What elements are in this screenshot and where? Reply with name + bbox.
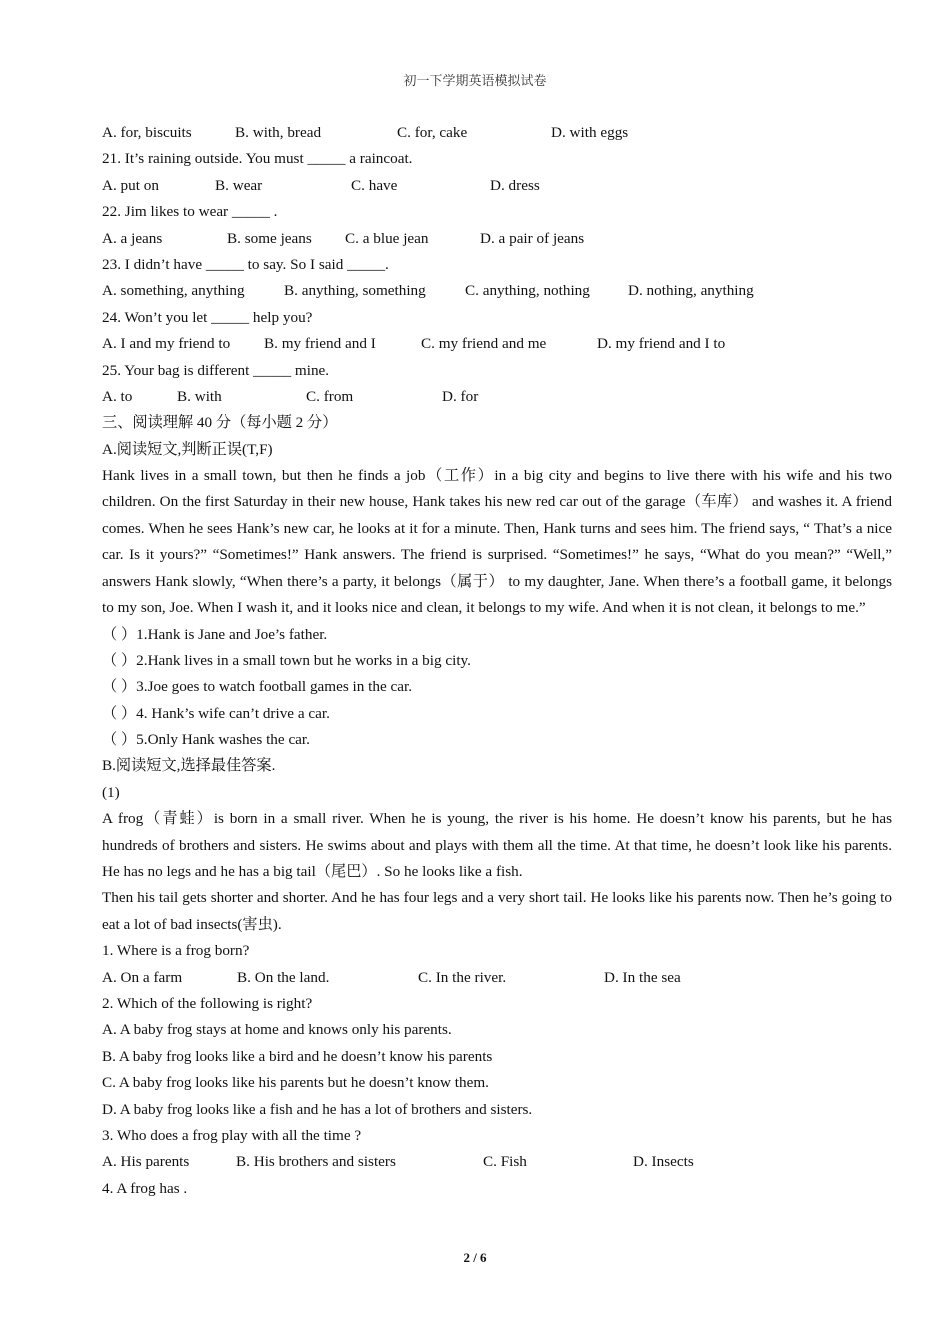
- q23-option-c: C. anything, nothing: [465, 282, 590, 300]
- partB-q3-option-c: C. Fish: [483, 1153, 527, 1171]
- q22-option-c: C. a blue jean: [345, 229, 429, 247]
- q21-stem: 21. It’s raining outside. You must _____ a raincoat.: [102, 150, 413, 168]
- partA-passage: [102, 463, 892, 621]
- q21-option-d: D. dress: [490, 176, 540, 194]
- q21-option-b: B. wear: [215, 176, 263, 194]
- q25-options: [102, 384, 892, 410]
- partA-passage-text: Hank lives in a small town, but then he finds a job（工作）in a big city and begins to live there with his wife and his two children. On the first Saturday in their new house, Hank takes his new red car out of the garage（车库） and washes it. A friend comes. When he sees Hank’s new car, he looks at it for a minute. Then, Hank turns and sees him. The friend says, “ That’s a nice car. Is it yours?” “Sometimes!” Hank answers. The friend is surprised. “Sometimes!” he says, “What do you mean?” “Well,” answers Hank slowly, “When there’s a party, it belongs（属于） to my daughter, Jane. When there’s a football game, it belongs to my son, Joe. When I wash it, and it looks nice and clean, it belongs to my wife. And when it is not clean, it belongs to me.”: [102, 467, 892, 617]
- q22-option-b: B. some jeans: [227, 229, 312, 247]
- q24-stem: 24. Won’t you let _____ help you?: [102, 308, 313, 326]
- partB-q2-option-b: B. A baby frog looks like a bird and he doesn’t know his parents: [102, 1047, 493, 1065]
- q25-option-d: D. for: [442, 387, 479, 405]
- partB-q2-stem: 2. Which of the following is right?: [102, 995, 313, 1013]
- partB-title: B.阅读短文,选择最佳答案.: [102, 757, 276, 775]
- partA-statement-4: （ ）4. Hank’s wife can’t drive a car.: [102, 704, 330, 722]
- partA-statement-2: （ ）2.Hank lives in a small town but he works in a big city.: [102, 651, 471, 669]
- partB-q1-option-d: D. In the sea: [604, 968, 681, 986]
- q24-option-b: B. my friend and I: [264, 335, 376, 353]
- q23-stem: 23. I didn’t have _____ to say. So I said _____.: [102, 255, 389, 273]
- page-number: 2 / 6: [463, 1250, 487, 1265]
- q25-option-a: A. to: [102, 387, 133, 405]
- q25-stem: 25. Your bag is different _____ mine.: [102, 361, 330, 379]
- q23-option-a: A. something, anything: [102, 282, 245, 300]
- partB-sub: (1): [102, 783, 120, 801]
- q20-option-a: A. for, biscuits: [102, 124, 192, 141]
- q22-stem: 22. Jim likes to wear _____ .: [102, 203, 278, 221]
- partB-q3-option-d: D. Insects: [633, 1153, 694, 1171]
- q20-option-c: C. for, cake: [397, 124, 468, 141]
- partB-q3-options: [102, 1149, 892, 1175]
- partB-passage: [102, 806, 892, 938]
- partB-para-2: Then his tail gets shorter and shorter. And he has four legs and a very short tail. He looks like his parents now. Then he’s going to eat a lot of bad insects(害虫).: [102, 889, 892, 933]
- q21-option-a: A. put on: [102, 176, 159, 194]
- partB-q1-stem: 1. Where is a frog born?: [102, 942, 250, 960]
- partB-q2-option-a: A. A baby frog stays at home and knows only his parents.: [102, 1021, 452, 1039]
- q25-option-b: B. with: [177, 387, 222, 405]
- partB-q1-option-b: B. On the land.: [237, 968, 330, 986]
- q22-options: [102, 226, 892, 252]
- q22-option-d: D. a pair of jeans: [480, 229, 585, 247]
- q23-options: [102, 278, 892, 304]
- q22-option-a: A. a jeans: [102, 229, 163, 247]
- partA-statement-5: （ ）5.Only Hank washes the car.: [102, 731, 310, 749]
- partB-q3-option-a: A. His parents: [102, 1153, 190, 1171]
- partB-q2-option-d: D. A baby frog looks like a fish and he has a lot of brothers and sisters.: [102, 1100, 533, 1118]
- q21-option-c: C. have: [351, 176, 398, 194]
- q20-option-d: D. with eggs: [551, 124, 629, 141]
- q24-option-c: C. my friend and me: [421, 335, 547, 353]
- partB-para-1: A frog（青蛙）is born in a small river. When he is young, the river is his home. He doesn’t know his parents, but he has hundreds of brothers and sisters. He swims about and plays with them all the time. At that time, he doesn’t look like his parents. He has no legs and he has a big tail（尾巴）. So he looks like a fish.: [102, 810, 892, 881]
- q24-options: [102, 331, 892, 357]
- q23-option-b: B. anything, something: [284, 282, 426, 300]
- q21-options: [102, 173, 892, 199]
- partB-q4-stem: 4. A frog has .: [102, 1179, 188, 1197]
- partB-q3-option-b: B. His brothers and sisters: [236, 1153, 396, 1171]
- partA-statement-3: （ ）3.Joe goes to watch football games in the car.: [102, 678, 413, 696]
- partA-title: A.阅读短文,判断正误(T,F): [102, 440, 273, 458]
- q20-options: [102, 120, 892, 146]
- q25-option-c: C. from: [306, 387, 354, 405]
- q24-option-a: A. I and my friend to: [102, 335, 231, 353]
- page-header: 初一下学期英语模拟试卷: [403, 73, 547, 88]
- partB-q1-option-c: C. In the river.: [418, 968, 507, 986]
- partB-q1-option-a: A. On a farm: [102, 968, 183, 986]
- q23-option-d: D. nothing, anything: [628, 282, 754, 300]
- exam-content: [102, 120, 892, 1202]
- q24-option-d: D. my friend and I to: [597, 335, 726, 353]
- section3-title: 三、阅读理解 40 分（每小题 2 分）: [102, 414, 338, 432]
- partB-q3-stem: 3. Who does a frog play with all the time ?: [102, 1127, 362, 1145]
- partA-statement-1: （ ）1.Hank is Jane and Joe’s father.: [102, 625, 328, 643]
- q20-option-b: B. with, bread: [235, 124, 322, 141]
- partB-q2-option-c: C. A baby frog looks like his parents but he doesn’t know them.: [102, 1074, 489, 1092]
- partB-q1-options: [102, 965, 892, 991]
